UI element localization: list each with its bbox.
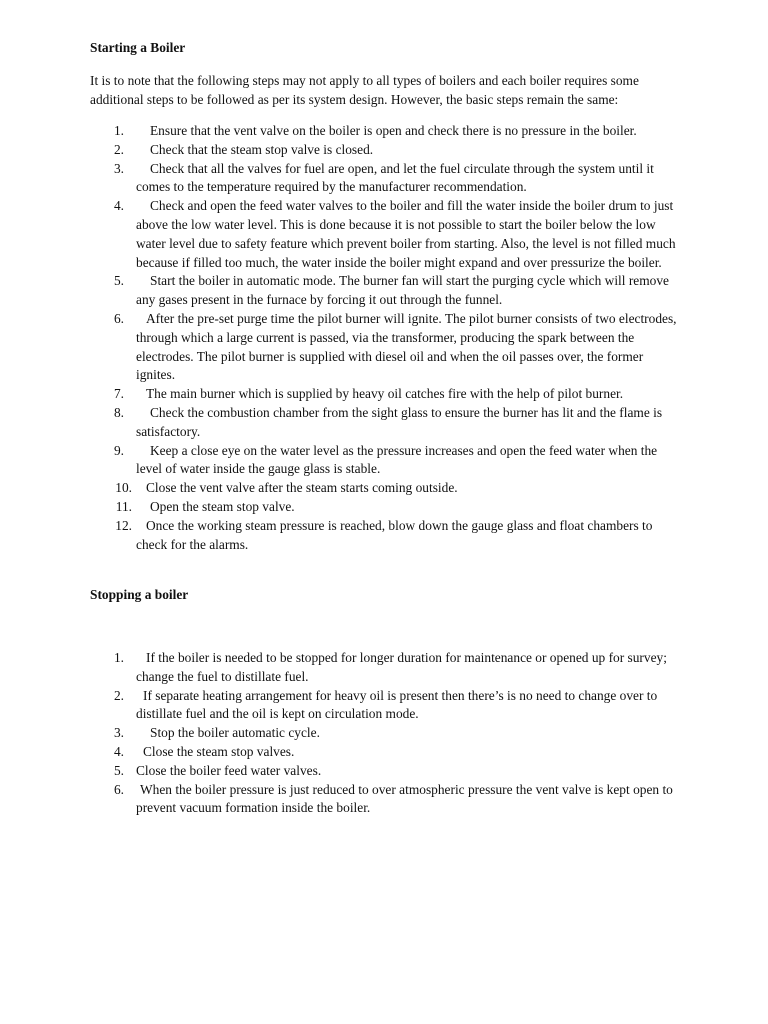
list-item-text: Close the vent valve after the steam starts coming outside.: [146, 480, 458, 496]
list-item: [0, 122, 768, 141]
list-item-number: 3.: [113, 725, 124, 741]
list-item: [0, 442, 768, 480]
list-item-text: Stop the boiler automatic cycle.: [150, 725, 320, 741]
list-item-number: 10.: [115, 480, 132, 496]
list-item-text: Check and open the feed water valves to the boiler and fill the water inside the boiler drum to just above the low water level. This is done because it is not possible to start the boiler below the low water level due to safety feature which prevent boiler from starting. Also, the level is not filled much because if filled too much, the water inside the boiler might expand and over pressurize the boiler.: [136, 198, 676, 270]
list-item-text: The main burner which is supplied by heavy oil catches fire with the help of pilot burner.: [146, 386, 624, 402]
stopping-steps-list: [0, 649, 768, 818]
list-item-number: 4.: [113, 198, 124, 214]
list-item-number: 8.: [113, 404, 124, 420]
list-item-number: 12.: [115, 517, 132, 533]
list-item: [0, 272, 768, 310]
list-item-text: Check the combustion chamber from the sight glass to ensure the burner has lit and the flame is satisfactory.: [136, 404, 663, 439]
list-item-number: 2.: [113, 141, 124, 157]
list-item: [0, 724, 768, 743]
list-item: [0, 404, 768, 442]
list-item-number: 5.: [113, 273, 124, 289]
list-item: [0, 517, 768, 555]
list-item: [0, 479, 768, 498]
list-item-number: 6.: [113, 310, 124, 326]
list-item: [0, 743, 768, 762]
list-item: [0, 310, 768, 385]
list-item-number: 7.: [113, 386, 124, 402]
list-item: [0, 385, 768, 404]
list-item: [0, 762, 768, 781]
list-item-text: If the boiler is needed to be stopped for longer duration for maintenance or opened up for survey; change the fuel to distillate fuel.: [136, 650, 667, 684]
list-item-number: 11.: [115, 498, 132, 514]
list-item-number: 1.: [113, 650, 124, 665]
section-heading-stopping: Stopping a boiler: [90, 587, 189, 602]
list-item-number: 5.: [113, 762, 124, 778]
list-item-text: Check that the steam stop valve is closed.: [150, 141, 374, 157]
list-item-text: Once the working steam pressure is reached, blow down the gauge glass and float chambers to check for the alarms.: [136, 517, 653, 552]
list-item-number: 4.: [113, 743, 124, 759]
list-item-number: 1.: [113, 123, 124, 138]
list-item-number: 2.: [113, 687, 124, 703]
intro-paragraph: It is to note that the following steps may not apply to all types of boilers and each boiler requires some additional steps to be followed as per its system design. However, the basic steps remain the same:: [90, 73, 639, 107]
list-item-text: Close the steam stop valves.: [143, 743, 295, 759]
list-item-number: 6.: [113, 781, 124, 797]
list-item-text: Open the steam stop valve.: [150, 498, 295, 514]
list-item: [0, 649, 768, 687]
starting-steps-list: [0, 122, 768, 554]
list-item: [0, 197, 768, 272]
list-item-text: After the pre-set purge time the pilot burner will ignite. The pilot burner consists of two electrodes, through which a large current is passed, via the transformer, producing the spark between the electrodes. The pilot burner is supplied with diesel oil and when the oil passes over, the former ignites.: [136, 310, 677, 383]
list-item-text: Keep a close eye on the water level as the pressure increases and open the feed water when the level of water inside the gauge glass is stable.: [136, 442, 658, 477]
list-item: [0, 781, 768, 819]
list-item-text: Check that all the valves for fuel are open, and let the fuel circulate through the system until it comes to the temperature required by the manufacturer recommendation.: [136, 160, 654, 195]
list-item-number: 9.: [113, 442, 124, 458]
list-item: [0, 498, 768, 517]
list-item-text: Ensure that the vent valve on the boiler is open and check there is no pressure in the boiler.: [150, 123, 637, 138]
list-item: [0, 687, 768, 725]
list-item-number: 3.: [113, 160, 124, 176]
list-item-text: Start the boiler in automatic mode. The burner fan will start the purging cycle which will remove any gases present in the furnace by forcing it out through the funnel.: [136, 273, 669, 308]
section-heading-starting: Starting a Boiler: [90, 40, 186, 55]
list-item-text: When the boiler pressure is just reduced to over atmospheric pressure the vent valve is kept open to prevent vacuum formation inside the boiler.: [136, 781, 673, 816]
list-item-text: If separate heating arrangement for heavy oil is present then there’s is no need to change over to distillate fuel and the oil is kept on circulation mode.: [136, 687, 658, 722]
list-item: [0, 160, 768, 198]
list-item-text: Close the boiler feed water valves.: [136, 762, 322, 778]
list-item: [0, 141, 768, 160]
